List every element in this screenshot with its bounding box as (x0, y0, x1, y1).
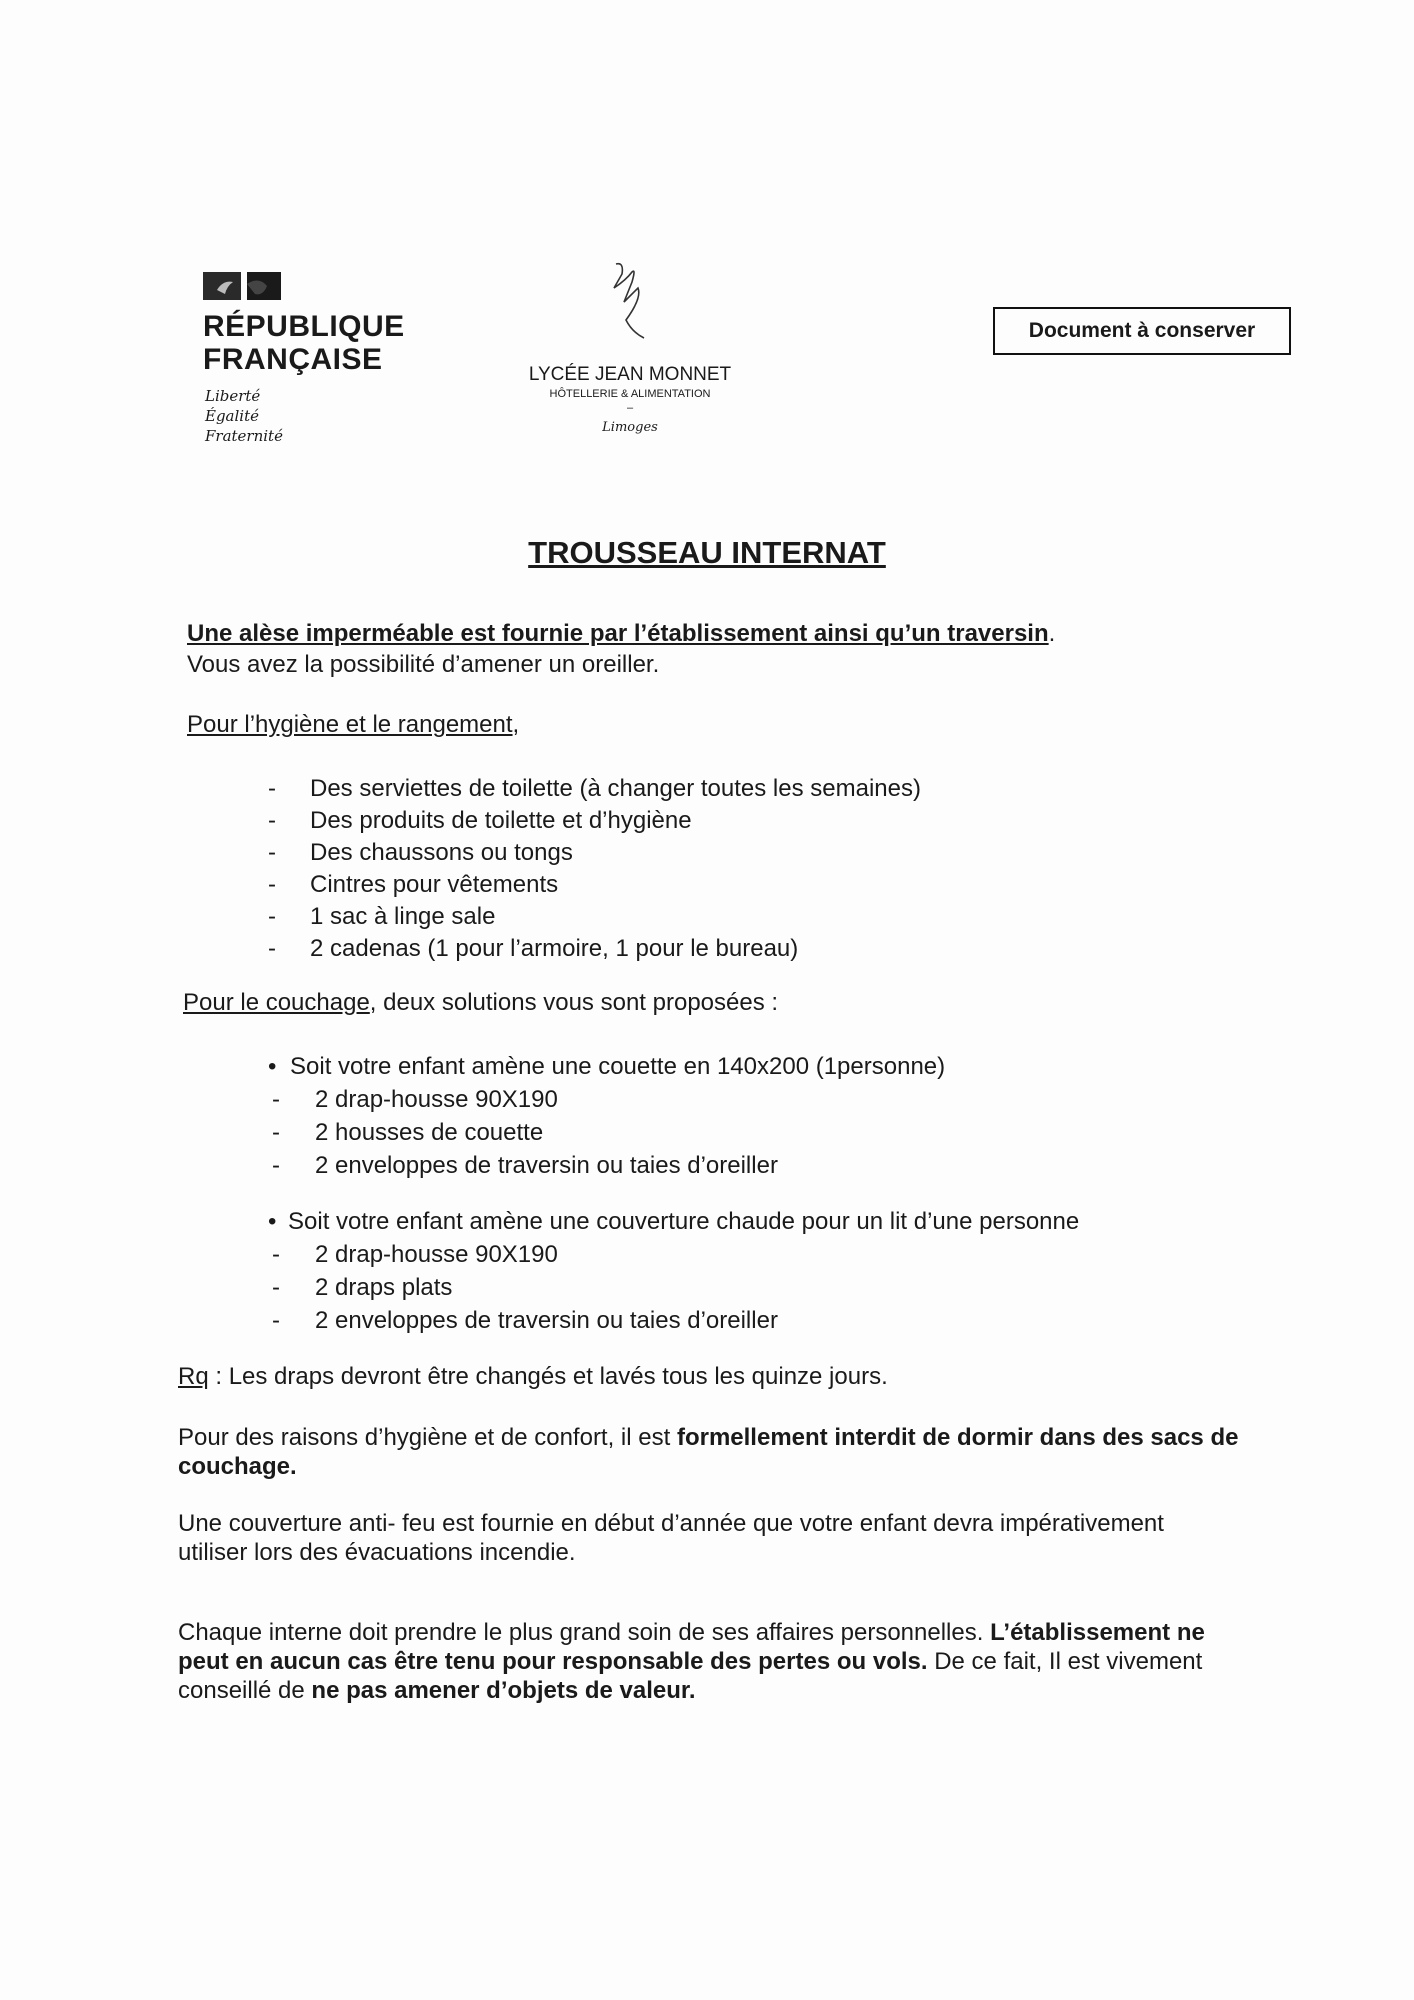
couchage-heading-rest: , deux solutions vous sont proposées : (369, 989, 779, 1016)
paragraph-line: utiliser lors des évacuations incendie. (178, 1539, 576, 1566)
republique-title: RÉPUBLIQUE FRANÇAISE (203, 310, 405, 376)
paragraph-text: Pour des raisons d’hygiène et de confort, il est (178, 1424, 677, 1451)
intro-period: . (1048, 620, 1056, 647)
lycee-separator: – (626, 402, 634, 414)
paragraph-fire-blanket (178, 1509, 1278, 1567)
list-dash: - (268, 871, 276, 898)
list-dash: - (268, 775, 276, 802)
list-item: 2 enveloppes de traversin ou taies d’oreiller (315, 1307, 778, 1334)
lycee-name: LYCÉE JEAN MONNET (528, 364, 732, 385)
list-item: Des serviettes de toilette (à changer toutes les semaines) (310, 775, 921, 802)
list-item: 1 sac à linge sale (310, 903, 496, 930)
bullet-icon: • (268, 1208, 277, 1235)
remark-label: Rq (178, 1363, 209, 1390)
paragraph-text: Chaque interne doit prendre le plus grand soin de ses affaires personnelles. (178, 1619, 991, 1646)
page-title: TROUSSEAU INTERNAT (528, 535, 886, 570)
marianne-logo-icon (203, 270, 291, 302)
paragraph-bold: ne pas amener d’objets de valeur. (311, 1677, 696, 1704)
intro-line-2: Vous avez la possibilité d’amener un oreiller. (187, 651, 660, 678)
keep-document-box: Document à conserver (993, 307, 1291, 355)
list-dash: - (272, 1241, 280, 1268)
paragraph-belongings (178, 1618, 1258, 1705)
lycee-subtitle: HÔTELLERIE & ALIMENTATION (549, 388, 711, 400)
list-item: 2 drap-housse 90X190 (315, 1086, 558, 1113)
option-label: Soit votre enfant amène une couverture chaude pour un lit d’une personne (288, 1208, 1080, 1235)
paragraph-bold: formellement interdit de dormir dans des sacs de couchage. (178, 1424, 1239, 1480)
list-item: 2 enveloppes de traversin ou taies d’oreiller (315, 1152, 778, 1179)
intro-bold-text: Une alèse imperméable est fournie par l’établissement ainsi qu’un traversin (187, 620, 1049, 647)
list-dash: - (268, 903, 276, 930)
paragraph-sleeping-bags (178, 1423, 1258, 1481)
remark-text: : Les draps devront être changés et lavés tous les quinze jours. (208, 1363, 888, 1390)
list-item: 2 drap-housse 90X190 (315, 1241, 558, 1268)
list-dash: - (272, 1307, 280, 1334)
option-label: Soit votre enfant amène une couette en 140x200 (1personne) (290, 1053, 946, 1080)
list-item: Cintres pour vêtements (310, 871, 559, 898)
list-dash: - (272, 1086, 280, 1113)
paragraph-line: Une couverture anti- feu est fournie en début d’année que votre enfant devra impérativement (178, 1510, 1164, 1537)
list-item: 2 draps plats (315, 1274, 453, 1301)
list-item: Des produits de toilette et d’hygiène (310, 807, 692, 834)
monogram-logo-icon (602, 258, 652, 346)
list-dash: - (272, 1152, 280, 1179)
couchage-heading (183, 988, 778, 1017)
list-dash: - (272, 1119, 280, 1146)
list-item: 2 cadenas (1 pour l’armoire, 1 pour le bureau) (310, 935, 799, 962)
hygiene-heading (187, 710, 519, 739)
couchage-heading-text: Pour le couchage (183, 989, 370, 1016)
remark (178, 1362, 888, 1391)
list-dash: - (268, 935, 276, 962)
paragraph-text: De ce fait, Il est vivement conseillé de (178, 1648, 1203, 1704)
hygiene-heading-text: Pour l’hygiène et le rangement (187, 711, 513, 738)
republique-motto: Liberté Égalité Fraternité (205, 387, 283, 445)
lycee-city: Limoges (602, 420, 658, 435)
bullet-icon: • (268, 1053, 277, 1080)
list-dash: - (272, 1274, 280, 1301)
intro-line-1 (187, 619, 1055, 648)
list-dash: - (268, 807, 276, 834)
list-item: Des chaussons ou tongs (310, 839, 573, 866)
list-item: 2 housses de couette (315, 1119, 544, 1146)
paragraph-bold: L’établissement ne peut en aucun cas être tenu pour responsable des pertes ou vols. (178, 1619, 1205, 1675)
hygiene-heading-comma: , (512, 711, 520, 738)
list-dash: - (268, 839, 276, 866)
